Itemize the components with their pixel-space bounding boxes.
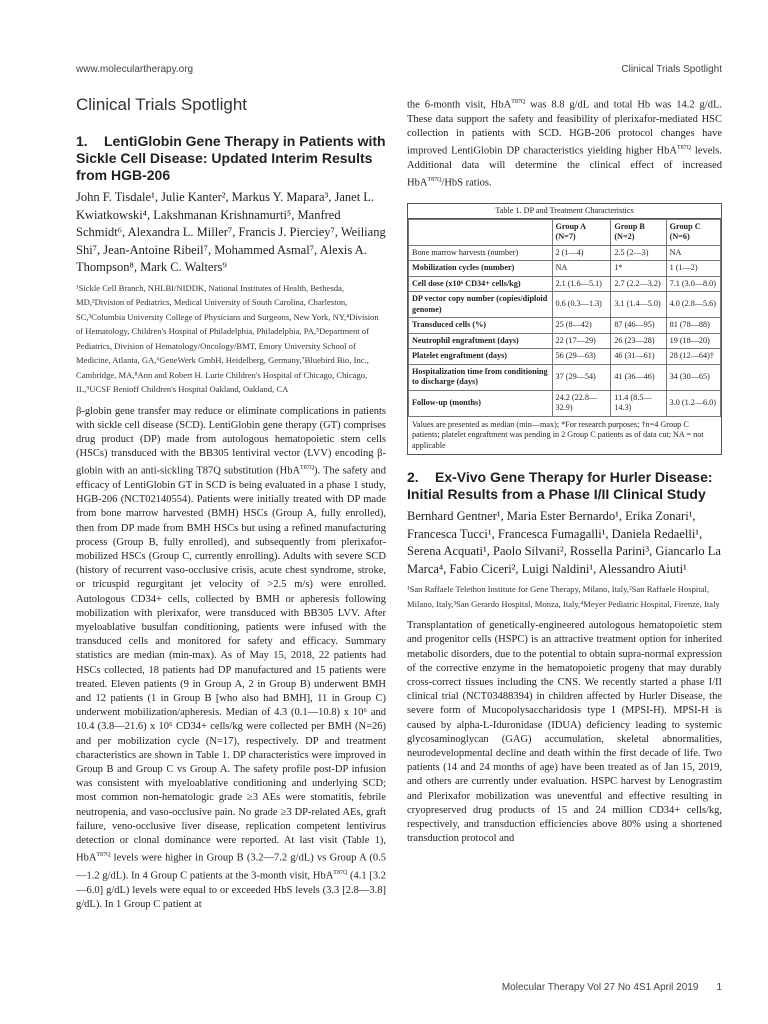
table1-cell: 41 (36—46)	[611, 364, 666, 390]
article1-authors: John F. Tisdale¹, Julie Kanter², Markus Y. Mapara³, Janet L. Kwiatkowski⁴, Lakshmanan Krishnamurti⁵, Manfred Schmidt⁶, Alexandra L. Miller⁷, Francis J. Pierciey⁷, Weiliang Shi⁷, Jean-Antoine Ribeil⁷, Mohammed Asmal⁷, Alexis A. Thompson⁸, Mark C. Walters⁹	[76, 190, 386, 274]
article2-authors: Bernhard Gentner¹, Maria Ester Bernardo¹, Erika Zonari¹, Francesca Tucci¹, Francesca Fumagalli¹, Daniela Redaelli¹, Serena Acquati¹, Paolo Silvani², Rossella Parini³, Giancarlo La Marca⁴, Fabio Ciceri², Luigi Naldini¹, Alessandro Aiuti¹	[407, 509, 721, 576]
table1-cell: 46 (31—61)	[611, 349, 666, 365]
table1-row	[409, 261, 721, 277]
table1-cell: 56 (29—63)	[552, 349, 611, 365]
table1-cell: 2 (1—4)	[552, 245, 611, 261]
section-label: Clinical Trials Spotlight	[76, 95, 248, 114]
table1-col-header	[409, 219, 553, 245]
table1-row	[409, 245, 721, 261]
article1-body-left: β-globin gene transfer may reduce or eliminate complications in patients with sickle cell disease (SCD). LentiGlobin gene therapy (GT) comprises drug product (DP) made from autologous hematopoietic stem cells (HSCs) transduced with the BB305 lentiviral vector (LVV) encoding β-globin with an anti-sickling T87Q substitution (HbA$^{T87Q}$). The safety and efficacy of LentiGlobin GT in SCD is being evaluated in a phase 1 study, HGB-206 (NCT02140554). Patients were initially treated with DP made from bone marrow harvested (BMH) HSCs (Group A, fully enrolled), then from DP made from BMH HSCs but using a refined manufacturing process (Group B, fully enrolled), and subsequently from plerixafor-mobilized HSCs (Group C, currently enrolling). Adults with severe SCD (history of recurrent vaso-occlusive crisis, acute chest syndrome, stroke, or tricuspid regurgitant jet velocity of >2.5 m/s) were enrolled. Autologous CD34+ cells, collected by BMH or apheresis following mobilization with plerixafor, were transduced with BB305 LVV. After myeloablative busulfan conditioning, patients were infused with the transduced cells and monitored for safety and efficacy. Summary statistics are median (min-max). As of May 15, 2018, 22 patients had HSCs collected, 18 patients had DP manufactured and 15 patients were treated. Eleven patients (9 in Group A, 2 in Group B) underwent BMH and 12 patients (1 in Group B [who also had BMH], 11 in Group C) underwent mobilization/apheresis. Median of 4.3 (0.1—10.8) x 10⁶ and 10.4 (3.8—21.6) x 10⁶ CD34+ cells/kg were collected per BMH (N=26) and per mobilization cycle (N=17), respectively. DP and treatment characteristics are shown in Table 1. DP characteristics were improved in Group B and Group C vs Group A. The safety profile post-DP infusion was consistent with myeloablative conditioning and underlying SCD; most common non-hematologic grade ≥3 AEs were stomatitis, febrile neutropenia, and vaso-occlusive pain. No grade ≥3 DP-related AEs, graft failure, veno-occlusive liver disease, replication competent lentivirus detection or clonal dominance were reported. At last visit (Table 1), HbA$^{T87Q}$ levels were higher in Group B (3.2—7.2 g/dL) vs Group A (0.5—1.2 g/dL). In 4 Group C patients at the 3-month visit, HbA$^{T87Q}$ (4.1 [3.2—6.0] g/dL) levels were equal to or exceeded HbS levels (3.3 [2.8—3.8] g/dL). In 1 Group C patient at	[76, 405, 386, 910]
table1-cell: 37 (29—54)	[552, 364, 611, 390]
table1-row-label: Bone marrow harvests (number)	[409, 245, 553, 261]
footer-page-number: 1	[716, 982, 722, 993]
table1-row-label: Platelet engraftment (days)	[409, 349, 553, 365]
table1-col-header: Group A (N=7)	[552, 219, 611, 245]
table1-cell: 0.6 (0.3—1.3)	[552, 292, 611, 318]
header-section: Clinical Trials Spotlight	[621, 64, 722, 75]
table1-header-row	[409, 219, 721, 245]
article1-body-right: the 6-month visit, HbA$^{T87Q}$ was 8.8 g/dL and total Hb was 14.2 g/dL. These data support the safety and feasibility of plerixafor-mediated HSC collection in patients with SCD. HGB-206 protocol changes have improved LentiGlobin DP characteristics yielding higher HbA$^{T87Q}$ levels. Additional data will determine the clinical effect of increased HbA$^{T87Q}$/HbS ratios.	[407, 99, 722, 189]
table1-row	[409, 333, 721, 349]
table1-cell: 24.2 (22.8—32.9)	[552, 390, 611, 416]
table1-cell: 4.0 (2.8—5.6)	[666, 292, 720, 318]
article1-affiliations: ¹Sickle Cell Branch, NHLBI/NIDDK, National Institutes of Health, Bethesda, MD,²Division of Pediatrics, Medical University of South Carolina, Charleston, SC,³Columbia University College of Physicians and Surgeons, New York, NY,⁴Division of Hematology, Children's Hospital of Philadelphia, Philadelphia, PA,⁵Department of Pediatrics, Division of Hematology/Oncology/BMT, Emory University School of Medicine, Atlanta, GA,⁶GeneWerk GmbH, Heidelberg, Germany,⁷Bluebird Bio, Inc., Cambridge, MA,⁸Ann and Robert H. Lurie Children's Hospital of Chicago, Chicago, IL,⁹UCSF Benioff Children's Hospital Oakland, Oakland, CA	[76, 282, 379, 394]
table1-cell: 2.1 (1.6—5.1)	[552, 276, 611, 292]
table1-row	[409, 318, 721, 334]
page-footer	[502, 982, 722, 993]
table1-cell: 3.0 (1.2—6.0)	[666, 390, 720, 416]
table1-cell: 3.1 (1.4—5.0)	[611, 292, 666, 318]
table1-cell: 22 (17—29)	[552, 333, 611, 349]
table1-row-label: Mobilization cycles (number)	[409, 261, 553, 277]
table1-cell: 11.4 (8.5—14.3)	[611, 390, 666, 416]
table1-row-label: DP vector copy number (copies/diploid genome)	[409, 292, 553, 318]
article2-title	[407, 469, 722, 503]
table1-title: Table 1. DP and Treatment Characteristics	[408, 204, 721, 219]
table1-row	[409, 276, 721, 292]
table1-row	[409, 349, 721, 365]
table1-col-header: Group B (N=2)	[611, 219, 666, 245]
table1-cell: 25 (8—42)	[552, 318, 611, 334]
article1-number: 1.	[76, 133, 88, 149]
table1-row	[409, 364, 721, 390]
article2-title-text: Ex-Vivo Gene Therapy for Hurler Disease: Initial Results from a Phase I/II Clinical Study	[407, 469, 713, 503]
table1-row-label: Hospitalization time from conditioning to discharge (days)	[409, 364, 553, 390]
article1-title-text: LentiGlobin Gene Therapy in Patients with Sickle Cell Disease: Updated Interim Results from HGB-206	[76, 133, 386, 183]
table1	[407, 203, 722, 456]
table1-row	[409, 390, 721, 416]
table1-cell: NA	[666, 245, 720, 261]
table1-cell: 26 (23—28)	[611, 333, 666, 349]
article2	[407, 469, 722, 846]
table1-cell: 19 (18—20)	[666, 333, 720, 349]
header-url: www.moleculartherapy.org	[76, 64, 194, 75]
table1-row-label: Neutrophil engraftment (days)	[409, 333, 553, 349]
table1-row	[409, 292, 721, 318]
table1-cell: 28 (12—64)†	[666, 349, 720, 365]
table1-cell: 34 (30—65)	[666, 364, 720, 390]
table1-row-label: Cell dose (x10⁶ CD34+ cells/kg)	[409, 276, 553, 292]
article2-affiliations: ¹San Raffaele Telethon Institute for Gene Therapy, Milano, Italy,²San Raffaele Hospital, Milano, Italy,³San Gerardo Hospital, Monza, Italy,⁴Meyer Pediatric Hospital, Firenze, Italy	[407, 584, 720, 609]
table1-cell: 2.5 (2—3)	[611, 245, 666, 261]
footer-journal: Molecular Therapy Vol 27 No 4S1 April 2019	[501, 982, 699, 993]
table1-cell: 1 (1—2)	[666, 261, 720, 277]
table1-cell: 87 (46—95)	[611, 318, 666, 334]
article2-body: Transplantation of genetically-engineered autologous hematopoietic stem and progenitor cells (HSPC) is an attractive treatment option for inherited metabolic disorders, due to the potential to obtain supra-normal expression of the corrective enzyme in the hematopoietic progeny that may durably cross-correct tissues including the CNS. We recently started a phase I/II clinical trial (NCT03488394) in children affected by Hurler Disease, the severe form of Mucopolysaccharidosis type I (MPSI-H). MPSI-H is caused by alpha-L-Iduronidase (IDUA) deficiency leading to systemic glycosaminoglycan (GAG) accumulation, skeletal abnormalities, neurodevelopmental decline and death within the first decade of life. Two patients (14 and 24 months of age) have been treated as of Jan 15, 2019, and others are currently under evaluation. HSPC harvest by Lenograstim and Plerixafor mobilization was uneventful and effective resulting in cryopreserved drug products of 15 and 24 million CD34+ cells/kg, respectively, and transduction efficiencies above 80% using a shortened transduction protocol and	[407, 620, 722, 845]
table1-col-header: Group C (N=6)	[666, 219, 720, 245]
table1-grid	[408, 219, 721, 417]
article1-title	[76, 133, 386, 184]
table1-cell: 1*	[611, 261, 666, 277]
table1-note: Values are presented as median (min—max); *For research purposes; †n=4 Group C patients; platelet engraftment was pending in 2 Group C patients as of data cut; NA = not applicable	[412, 419, 704, 450]
table1-row-label: Transduced cells (%)	[409, 318, 553, 334]
table1-row-label: Follow-up (months)	[409, 390, 553, 416]
table1-body	[409, 245, 721, 416]
table1-cell: 81 (78—88)	[666, 318, 720, 334]
article2-number: 2.	[407, 469, 419, 486]
left-column	[76, 95, 386, 912]
table1-cell: NA	[552, 261, 611, 277]
table1-cell: 7.1 (3.0—8.0)	[666, 276, 720, 292]
right-column	[407, 95, 722, 846]
table1-cell: 2.7 (2.2—3.2)	[611, 276, 666, 292]
